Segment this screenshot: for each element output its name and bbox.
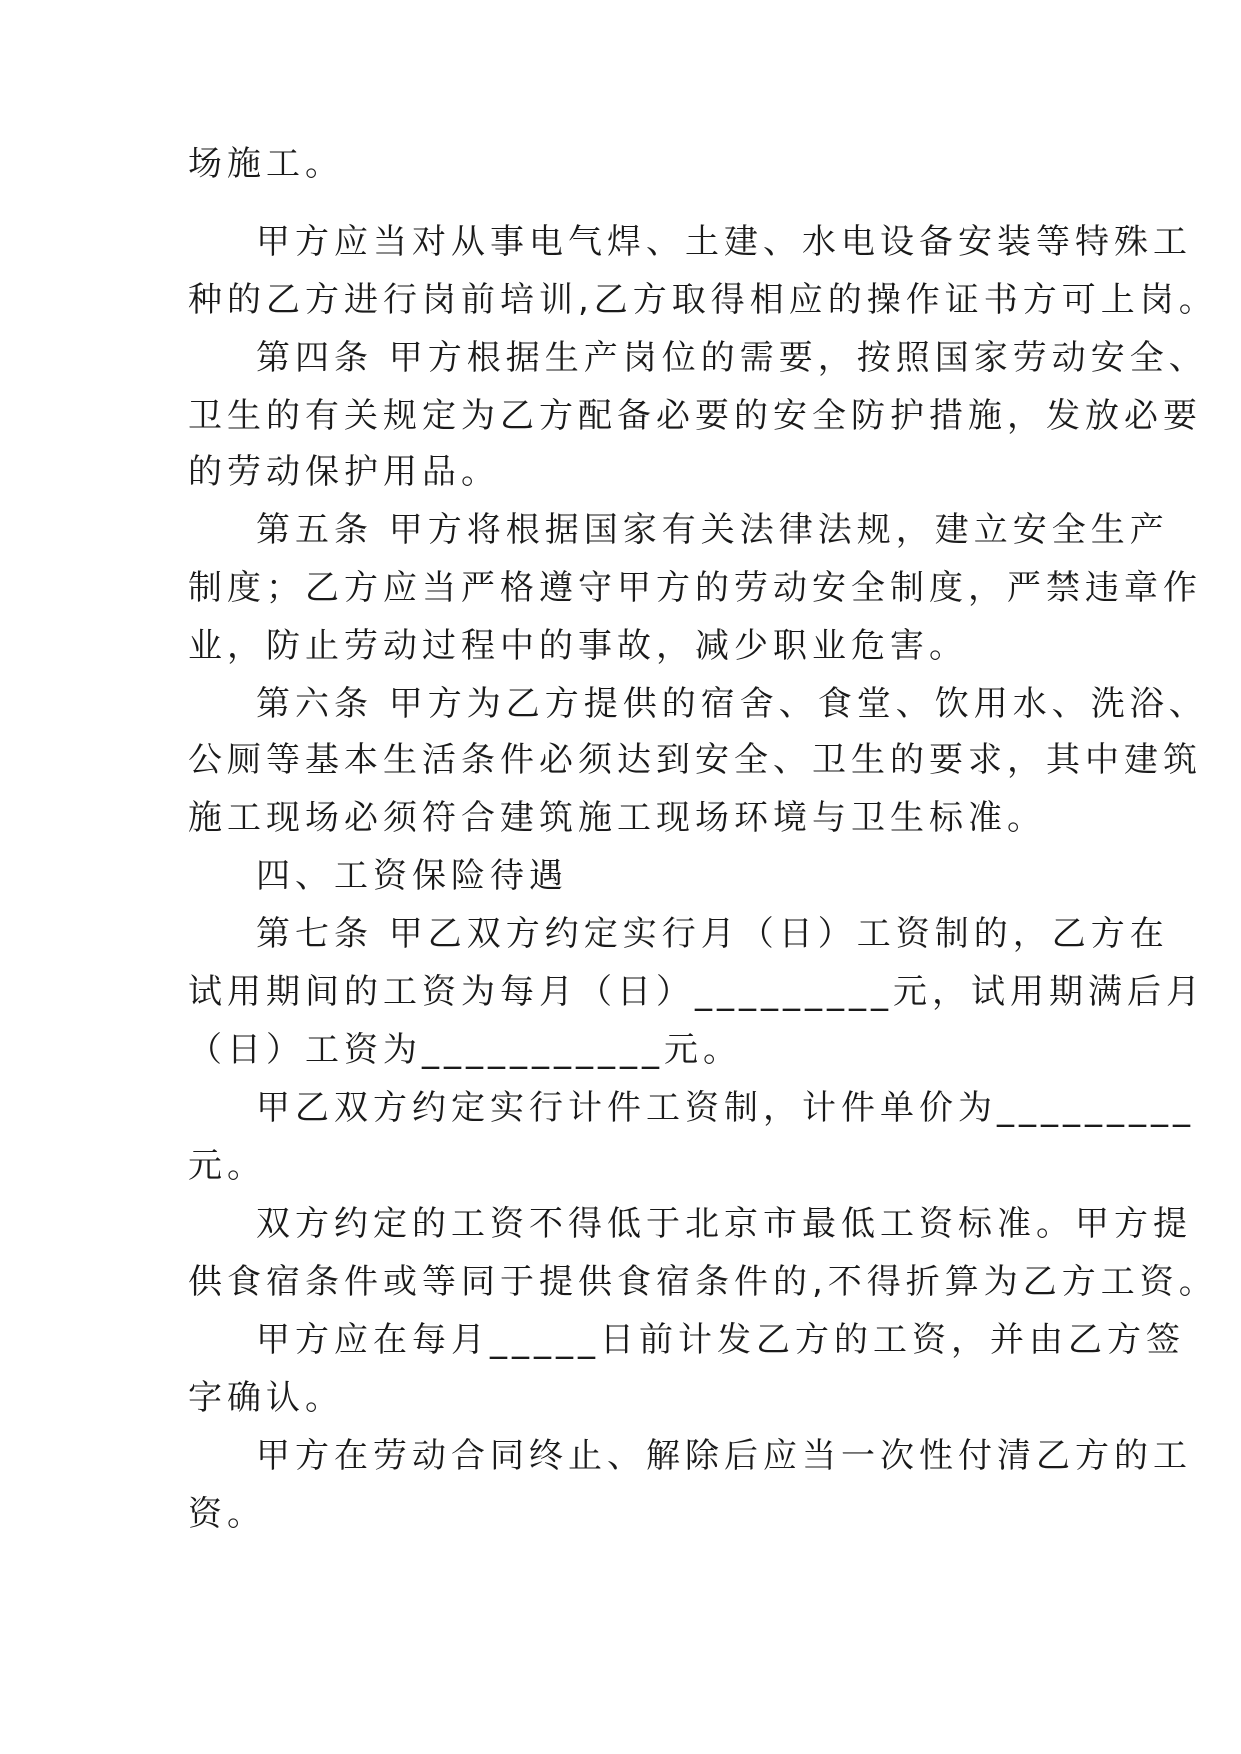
text-line-21: 甲方应在每月_____日前计发乙方的工资，并由乙方签 [256,1320,1185,1360]
text-line-16: （日）工资为___________元。 [188,1030,742,1070]
section-heading: 四、工资保险待遇 [256,856,568,896]
text-line-20: 供食宿条件或等同于提供食宿条件的,不得折算为乙方工资。 [188,1262,1218,1302]
text-line-9: 业，防止劳动过程中的事故，减少职业危害。 [188,626,968,666]
text-line-11: 公厕等基本生活条件必须达到安全、卫生的要求，其中建筑 [188,740,1202,780]
text-line-22: 字确认。 [188,1378,344,1418]
text-line-17: 甲乙双方约定实行计件工资制，计件单价为_________ [256,1088,1195,1128]
text-line-1: 场施工。 [188,144,344,184]
text-line-7: 第五条 甲方将根据国家有关法律法规，建立安全生产 [256,510,1169,550]
text-line-3: 种的乙方进行岗前培训,乙方取得相应的操作证书方可上岗。 [188,280,1218,320]
text-line-10: 第六条 甲方为乙方提供的宿舍、食堂、饮用水、洗浴、 [256,684,1208,724]
text-line-12: 施工现场必须符合建筑施工现场环境与卫生标准。 [188,798,1046,838]
text-line-15: 试用期间的工资为每月（日）_________元，试用期满后月 [188,972,1205,1012]
text-line-24: 资。 [188,1494,266,1534]
text-line-2: 甲方应当对从事电气焊、土建、水电设备安装等特殊工 [256,222,1192,262]
text-line-23: 甲方在劳动合同终止、解除后应当一次性付清乙方的工 [256,1436,1192,1476]
text-line-19: 双方约定的工资不得低于北京市最低工资标准。甲方提 [256,1204,1192,1244]
text-line-18: 元。 [188,1146,266,1186]
text-line-6: 的劳动保护用品。 [188,452,500,492]
text-line-8: 制度；乙方应当严格遵守甲方的劳动安全制度，严禁违章作 [188,568,1202,608]
text-line-5: 卫生的有关规定为乙方配备必要的安全防护措施，发放必要 [188,396,1202,436]
text-line-4: 第四条 甲方根据生产岗位的需要，按照国家劳动安全、 [256,338,1208,378]
text-line-14: 第七条 甲乙双方约定实行月（日）工资制的，乙方在 [256,914,1169,954]
